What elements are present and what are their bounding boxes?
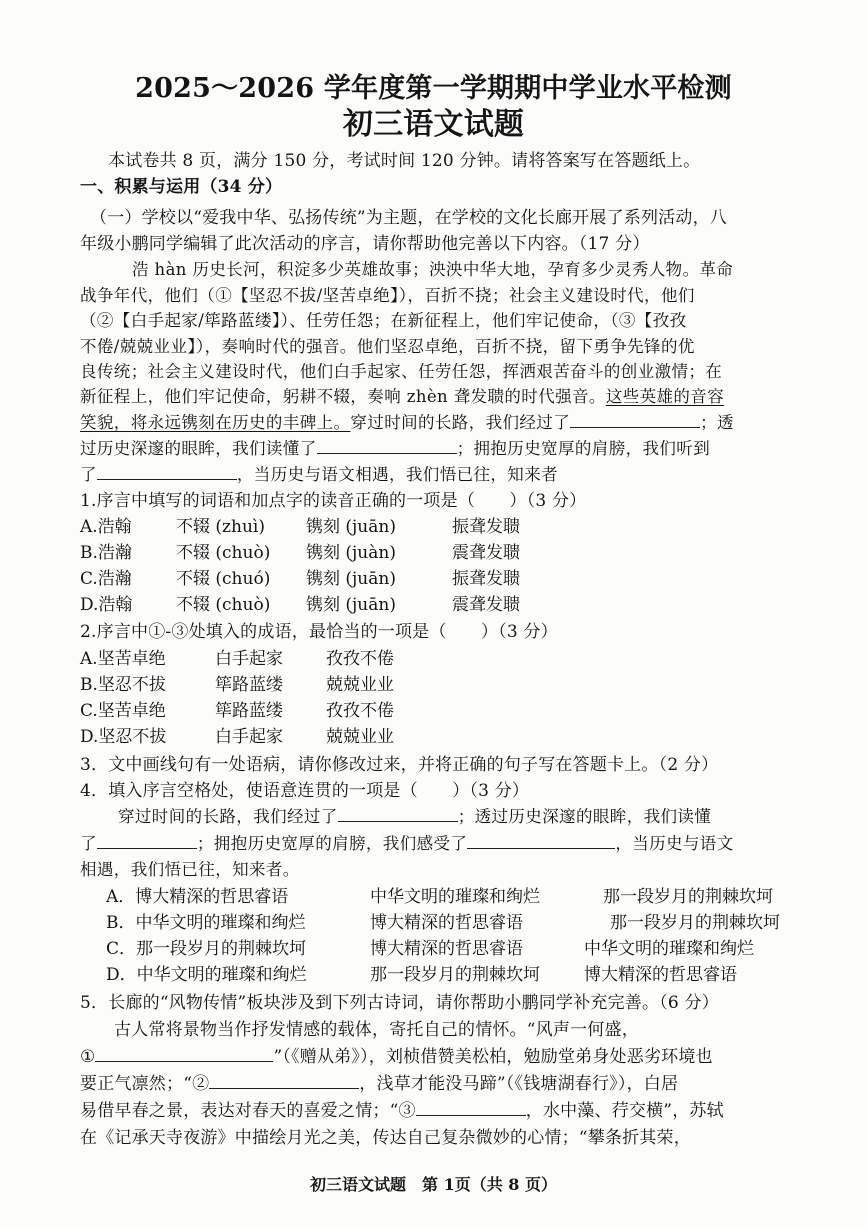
q4-text: 了 (80, 834, 97, 853)
passage-text: ，当历史与语文相遇，我们悟已往，知来者 (236, 465, 559, 484)
exam-instructions: 本试卷共 8 页，满分 150 分，考试时间 120 分钟。请将答案写在答题纸上。 (108, 151, 701, 171)
q4-text: 穿过时间的长路，我们经过了 (118, 807, 338, 826)
q4-option: 中华文明的璀璨和绚烂 (584, 939, 754, 959)
q1-option: A.浩翰 (80, 517, 132, 537)
q1-option: 镌刻 (juān) (306, 517, 396, 537)
answer-blank (416, 1099, 526, 1116)
q1-option: 镌刻 (juàn) (306, 543, 396, 563)
q1-option: 震聋发聩 (452, 595, 520, 615)
question-3-stem: 3．文中画线句有一处语病，请你修改过来，并将正确的句子写在答题卡上。（2 分） (80, 755, 719, 775)
q2-option: 筚路蓝缕 (215, 675, 283, 695)
q5-text: ① (80, 1047, 96, 1067)
page-footer: 初三语文试题 第 1页（共 8 页） (310, 1175, 557, 1194)
answer-blank (95, 1045, 273, 1062)
q2-option: 白手起家 (215, 649, 283, 669)
q1-option: C.浩瀚 (80, 569, 132, 589)
q4-text: ；透过历史深邃的眼眸，我们读懂 (457, 807, 712, 826)
q4-option: 那一段岁月的荆棘坎坷 (370, 965, 540, 985)
q5-text: 易借早春之景，表达对春天的喜爱之情；“③ (80, 1101, 416, 1121)
passage-text: 新征程上，他们牢记使命，躬耕不辍，奏响 zhèn 聋发聩的时代强音。 (80, 387, 606, 406)
passage-text: 过历史深邃的眼眸，我们读懂了 (80, 439, 317, 458)
q5-text: ，浅草才能没马蹄”（《钱塘湖春行》），白居 (359, 1074, 679, 1094)
q2-option: B.坚忍不拔 (80, 675, 166, 695)
exam-title: 2025～2026 学年度第一学期期中学业水平检测 (135, 73, 732, 104)
passage-text: 穿过时间的长路，我们经过了 (350, 413, 571, 432)
q5-text-line: 古人常将景物当作抒发情感的载体，寄托自己的情怀。“风声一何盛， (114, 1020, 639, 1040)
question-1-stem: 1.序言中填写的词语和加点字的读音正确的一项是（ ）（3 分） (80, 491, 587, 511)
q1-option: 不辍 (chuó) (176, 569, 271, 589)
answer-blank (317, 437, 457, 454)
q2-option: D.坚忍不拔 (80, 727, 167, 747)
q4-option: 那一段岁月的荆棘坎坷 (603, 887, 773, 907)
q1-option: 不辍 (chuò) (176, 543, 271, 563)
q4-text: ，当历史与语文 (615, 834, 734, 853)
answer-blank (97, 832, 197, 849)
underlined-sentence: 笑貌，将永远镌刻在历史的丰碑上。 (80, 413, 351, 432)
q5-text-line: 在《记承天寺夜游》中描绘月光之美，传达自己复杂微妙的心情；“攀条折其荣， (80, 1128, 691, 1148)
q4-option: 那一段岁月的荆棘坎坷 (610, 913, 780, 933)
underlined-sentence: 这些英雄的音容 (605, 387, 725, 406)
passage-line (80, 385, 724, 409)
question-4-stem: 4．填入序言空格处，使语意连贯的一项是（ ）（3 分） (80, 781, 530, 801)
passage-text: 了 (80, 465, 97, 484)
q2-option: 筚路蓝缕 (215, 701, 283, 721)
part-intro-line-2: 年级小鹏同学编辑了此次活动的序言，请你帮助他完善以下内容。（17 分） (80, 234, 650, 254)
q2-option: 孜孜不倦 (326, 649, 394, 669)
answer-blank (338, 805, 458, 822)
q4-option: 博大精深的哲思睿语 (584, 965, 737, 985)
q4-option: C．那一段岁月的荆棘坎坷 (106, 939, 307, 959)
passage-line: （②【白手起家/筚路蓝缕】）、任劳任怨；在新征程上，他们牢记使命，（③【孜孜 (80, 311, 687, 330)
q4-option: A．博大精深的哲思睿语 (106, 887, 289, 907)
q5-text: ，水中藻、荇交横”，苏轼 (525, 1101, 724, 1121)
q1-option: 震聋发聩 (452, 543, 520, 563)
q4-option: B．中华文明的璀璨和绚烂 (106, 913, 306, 933)
q1-option: 不辍 (zhuì) (176, 517, 265, 537)
passage-text: ；拥抱历史宽厚的肩膀，我们听到 (456, 439, 711, 458)
passage-line (80, 463, 558, 487)
passage-line: 战争年代，他们（①【坚忍不拔/坚苦卓绝】），百折不挠；社会主义建设时代，他们 (80, 286, 695, 305)
q5-text-line (80, 1045, 713, 1069)
q4-option: 中华文明的璀璨和绚烂 (370, 887, 540, 907)
passage-line: 浩 hàn 历史长河，积淀多少英雄故事；泱泱中华大地，孕育多少灵秀人物。革命 (132, 260, 734, 279)
passage-line (80, 411, 734, 435)
q5-text: 要正气凛然；“② (80, 1074, 210, 1094)
q4-text-line (80, 832, 734, 856)
answer-blank (97, 463, 237, 480)
q1-option: 振聋发聩 (452, 517, 520, 537)
q2-option: 兢兢业业 (326, 675, 394, 695)
part-intro-line-1: （一）学校以“爱我中华、弘扬传统”为主题，在学校的文化长廊开展了系列活动，八 (90, 208, 727, 228)
q2-option: 白手起家 (215, 727, 283, 747)
q5-text-line (80, 1072, 678, 1096)
q1-option: 镌刻 (juān) (306, 595, 396, 615)
q4-text-line: 相遇，我们悟已往，知来者。 (80, 860, 300, 879)
q2-option: 孜孜不倦 (326, 701, 394, 721)
question-2-stem: 2.序言中①-③处填入的成语，最恰当的一项是（ ）（3 分） (80, 622, 558, 642)
q2-option: 兢兢业业 (326, 727, 394, 747)
passage-line (80, 437, 710, 461)
answer-blank (209, 1072, 359, 1089)
q1-option: 镌刻 (juān) (306, 569, 396, 589)
q4-text-line (118, 805, 711, 829)
q5-text-line (80, 1099, 724, 1123)
q4-option: D．中华文明的璀璨和绚烂 (106, 965, 307, 985)
question-5-stem: 5．长廊的“风物传情”板块涉及到下列古诗词，请你帮助小鹏同学补充完善。（6 分） (80, 993, 719, 1013)
q4-option: 博大精深的哲思睿语 (370, 913, 523, 933)
answer-blank (467, 832, 615, 849)
q5-text: ”（《赠从弟》），刘桢借赞美松柏，勉励堂弟身处恶劣环境也 (273, 1047, 713, 1067)
passage-line: 不倦/兢兢业业】），奏响时代的强音。他们坚忍卓绝，百折不挠，留下勇争先锋的优 (80, 337, 695, 356)
q1-option: B.浩瀚 (80, 543, 132, 563)
q4-text: ；拥抱历史宽厚的肩膀，我们感受了 (196, 834, 468, 853)
q4-option: 博大精深的哲思睿语 (370, 939, 523, 959)
q2-option: C.坚苦卓绝 (80, 701, 166, 721)
q1-option: D.浩翰 (80, 595, 133, 615)
section-title: 一、积累与运用（34 分） (80, 177, 283, 197)
q2-option: A.坚苦卓绝 (80, 649, 166, 669)
answer-blank (570, 411, 700, 428)
q1-option: 振聋发聩 (452, 569, 520, 589)
passage-line: 良传统；社会主义建设时代，他们白手起家、任劳任怨，挥洒艰苦奋斗的创业激情；在 (80, 362, 723, 381)
passage-text: ；透 (700, 413, 734, 432)
exam-subtitle: 初三语文试题 (342, 107, 525, 142)
q1-option: 不辍 (chuò) (176, 595, 271, 615)
